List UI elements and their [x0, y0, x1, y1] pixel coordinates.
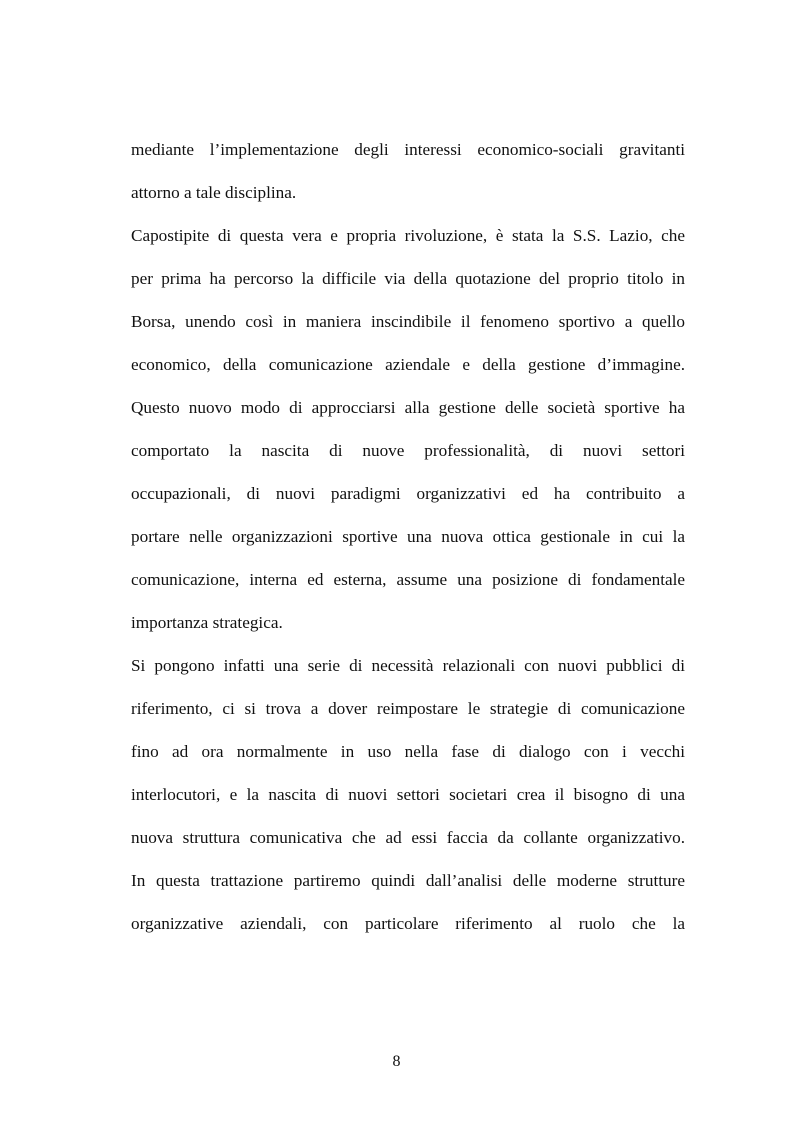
text-line: comunicazione, interna ed esterna, assume una posizione di fondamentale [131, 570, 685, 589]
text-line: organizzative aziendali, con particolare riferimento al ruolo che la [131, 914, 685, 933]
text-line: Borsa, unendo così in maniera inscindibile il fenomeno sportivo a quello [131, 312, 685, 331]
text-line: importanza strategica. [131, 613, 283, 632]
text-line: In questa trattazione partiremo quindi dall’analisi delle moderne strutture [131, 871, 685, 890]
text-line: economico, della comunicazione aziendale e della gestione d’immagine. [131, 355, 685, 374]
text-line: Questo nuovo modo di approcciarsi alla gestione delle società sportive ha [131, 398, 685, 417]
text-line: occupazionali, di nuovi paradigmi organizzativi ed ha contribuito a [131, 484, 685, 503]
text-line: interlocutori, e la nascita di nuovi settori societari crea il bisogno di una [131, 785, 685, 804]
text-line: riferimento, ci si trova a dover reimpostare le strategie di comunicazione [131, 699, 685, 718]
text-line: mediante l’implementazione degli interessi economico-sociali gravitanti [131, 140, 685, 159]
text-line: Capostipite di questa vera e propria rivoluzione, è stata la S.S. Lazio, che [131, 226, 685, 245]
text-line: Si pongono infatti una serie di necessità relazionali con nuovi pubblici di [131, 656, 685, 675]
text-line: portare nelle organizzazioni sportive una nuova ottica gestionale in cui la [131, 527, 685, 546]
body-text [131, 128, 685, 945]
text-line: comportato la nascita di nuove professionalità, di nuovi settori [131, 441, 685, 460]
page-number: 8 [392, 1053, 401, 1070]
text-line: per prima ha percorso la difficile via della quotazione del proprio titolo in [131, 269, 685, 288]
text-line: nuova struttura comunicativa che ad essi faccia da collante organizzativo. [131, 828, 685, 847]
text-line: attorno a tale disciplina. [131, 183, 297, 202]
text-line: fino ad ora normalmente in uso nella fase di dialogo con i vecchi [131, 742, 685, 761]
